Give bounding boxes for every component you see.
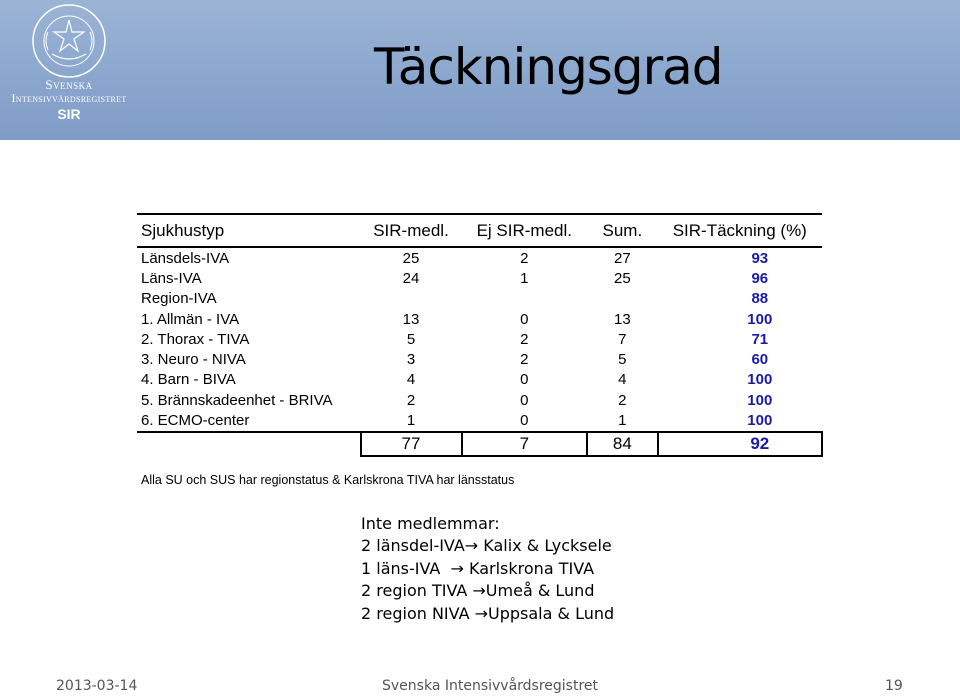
total-non-members: 7: [462, 432, 588, 456]
table-row: [137, 289, 822, 309]
non-members-heading: Inte medlemmar:: [361, 514, 500, 533]
table-row: [137, 390, 822, 410]
row-members: 5: [406, 330, 416, 348]
row-coverage: 100: [747, 310, 773, 328]
row-name: 6. ECMO-center: [137, 410, 361, 431]
row-sum: 27: [613, 249, 631, 267]
row-name: 4. Barn - BIVA: [141, 371, 236, 389]
row-name: 1. Allmän - IVA: [141, 310, 240, 328]
table-total-row: [137, 432, 822, 456]
row-sum: [587, 289, 657, 309]
page-title: Täckningsgrad: [374, 38, 723, 96]
footer-date: 2013-03-14: [56, 678, 138, 694]
row-coverage: 71: [751, 330, 769, 348]
row-sum: 7: [618, 330, 627, 348]
table-header-row: [137, 214, 822, 247]
footer-page-number: 19: [885, 678, 903, 694]
logo-line-registret: Intensivvårdsregistret: [11, 91, 127, 105]
row-coverage: 100: [747, 391, 773, 409]
row-sum: 5: [618, 351, 627, 369]
row-sum: 13: [613, 310, 631, 328]
row-sum: 2: [618, 391, 627, 409]
row-non-members: 0: [520, 371, 529, 389]
table-row: [137, 329, 822, 349]
table-row: [137, 268, 822, 288]
row-non-members: [462, 289, 588, 309]
row-name: 3. Neuro - NIVA: [141, 351, 246, 369]
row-members: 2: [406, 391, 416, 409]
non-members-list: [361, 513, 614, 625]
total-members: 77: [361, 432, 462, 456]
column-header-non-members: Ej SIR-medl.: [462, 214, 588, 247]
list-item: 2 region TIVA →Umeå & Lund: [361, 581, 595, 601]
row-sum: 25: [613, 269, 631, 287]
coverage-table: [137, 213, 823, 457]
status-note: Alla SU och SUS har regionstatus & Karlskrona TIVA har länsstatus: [141, 473, 515, 487]
total-sum: 84: [587, 432, 657, 456]
row-name: 5. Brännskadeenhet - BRIVA: [141, 391, 333, 409]
column-header-members: SIR-medl.: [361, 214, 462, 247]
column-header-sum: Sum.: [587, 214, 657, 247]
row-coverage: 100: [658, 410, 822, 431]
row-coverage: 93: [751, 249, 769, 267]
footer-organization: Svenska Intensivvårdsregistret: [382, 678, 599, 694]
row-non-members: 2: [520, 351, 529, 369]
table-row: [137, 410, 822, 431]
total-blank-cell: [137, 432, 361, 456]
row-members: 3: [406, 351, 416, 369]
row-coverage: 60: [751, 351, 769, 369]
seal-icon: [30, 2, 108, 80]
total-coverage: 92: [658, 432, 822, 456]
table-row: [137, 247, 822, 268]
sir-logo: [4, 2, 134, 126]
row-non-members: 2: [520, 330, 529, 348]
row-non-members: 2: [520, 249, 529, 267]
list-item: 2 region NIVA →Uppsala & Lund: [361, 603, 615, 623]
logo-line-svenska: Svenska: [45, 77, 93, 92]
row-sum: 4: [618, 371, 627, 389]
column-header-hospital-type: Sjukhustyp: [137, 214, 361, 247]
row-non-members: 0: [520, 310, 529, 328]
row-members: 24: [402, 269, 420, 287]
table-row: [137, 309, 822, 329]
row-members: 25: [402, 249, 420, 267]
row-coverage: 88: [751, 290, 769, 308]
row-members: 13: [402, 310, 420, 328]
row-name: Region-IVA: [141, 290, 217, 308]
header-band: [0, 0, 960, 140]
row-non-members: 0: [520, 391, 529, 409]
logo-line-sir: SIR: [57, 106, 81, 122]
row-name: Länsdels-IVA: [141, 249, 230, 267]
row-members: 1: [361, 410, 462, 431]
list-item: 2 länsdel-IVA→ Kalix & Lycksele: [361, 536, 612, 556]
list-item: 1 läns-IVA → Karlskrona TIVA: [361, 558, 595, 578]
row-sum: 1: [587, 410, 657, 431]
row-name: Läns-IVA: [141, 269, 202, 287]
row-members: 4: [406, 371, 416, 389]
row-coverage: 100: [747, 371, 773, 389]
column-header-coverage: SIR-Täckning (%): [658, 214, 822, 247]
row-non-members: 1: [520, 269, 529, 287]
row-coverage: 96: [751, 269, 769, 287]
row-name: 2. Thorax - TIVA: [141, 330, 250, 348]
table-row: [137, 349, 822, 369]
row-non-members: 0: [462, 410, 588, 431]
table-row: [137, 370, 822, 390]
row-members: [361, 289, 462, 309]
